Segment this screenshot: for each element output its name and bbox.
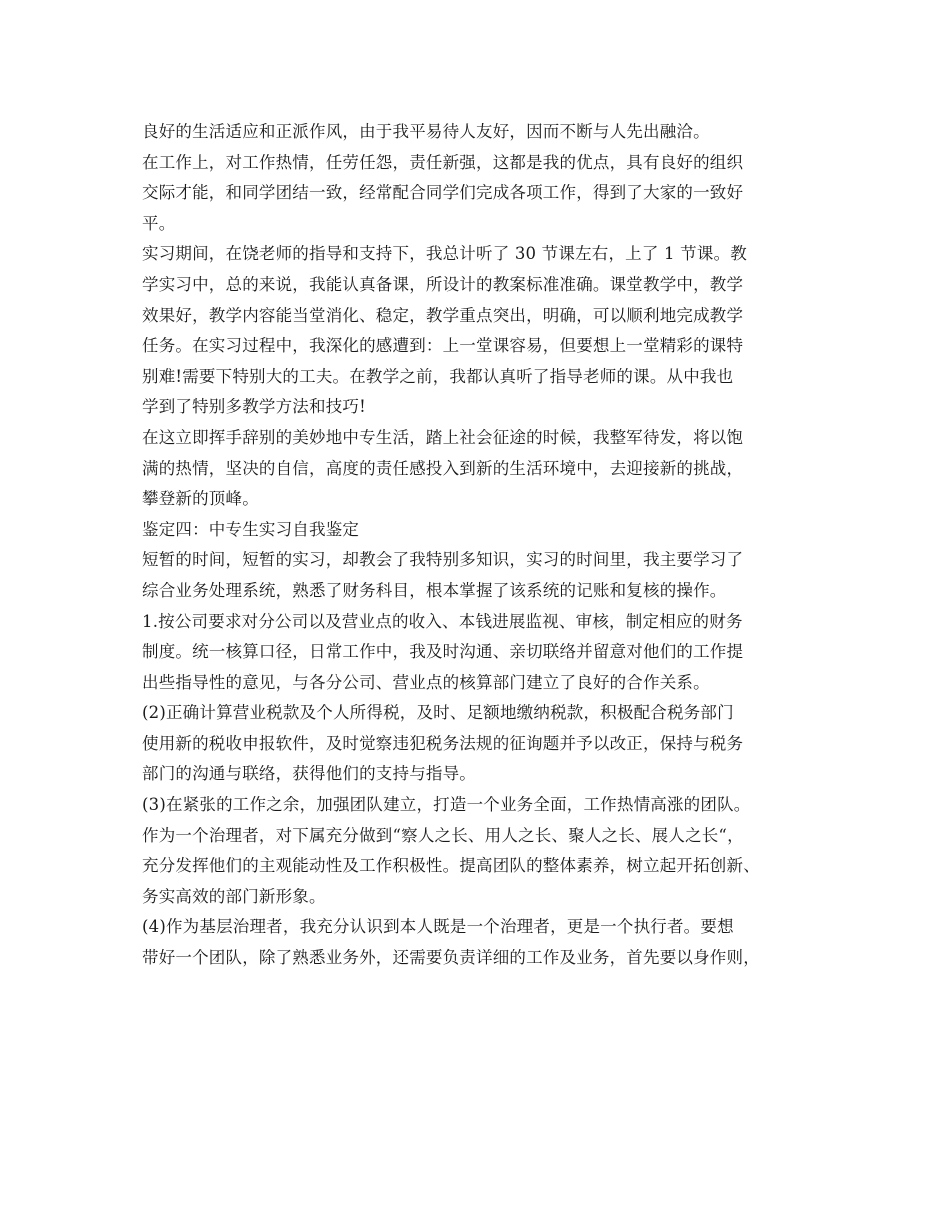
text-line: (4)作为基层治理者，我充分认识到本人既是一个治理者，更是一个执行者。要想 [142,917,734,937]
text-line: 使用新的税收申报软件，及时觉察违犯税务法规的征询题并予以改正，保持与税务 [142,733,744,753]
text-line: 1.按公司要求对分公司以及营业点的收入、本钱进展监视、审核，制定相应的财务 [142,611,743,631]
text-line: (2)正确计算营业税款及个人所得税，及时、足额地缴纳税款，积极配合税务部门 [142,703,734,723]
text-line: 攀登新的顶峰。 [142,489,259,509]
text-line: 任务。在实习过程中，我深化的感遭到：上一堂课容易，但要想上一堂精彩的课特 [142,336,744,356]
text-line: 别难!需要下特别大的工夫。在教学之前，我都认真听了指导老师的课。从中我也 [142,366,734,386]
text-line: 务实高效的部门新形象。 [142,886,326,906]
text-line: 效果好，教学内容能当堂消化、稳定，教学重点突出，明确，可以顺利地完成教学 [142,305,744,325]
text-line: 充分发挥他们的主观能动性及工作积极性。提高团队的整体素养，树立起开拓创新、 [142,856,760,876]
text-line: 在工作上，对工作热情，任劳任怨，责任新强，这都是我的优点，具有良好的组织 [142,152,744,172]
text-line: 部门的沟通与联络，获得他们的支持与指导。 [142,764,476,784]
text-line: 带好一个团队，除了熟悉业务外，还需要负责详细的工作及业务，首先要以身作则， [142,948,760,968]
text-line: 综合业务处理系统，熟悉了财务科目，根本掌握了该系统的记账和复核的操作。 [142,580,727,600]
text-line: 制度。统一核算口径，日常工作中，我及时沟通、亲切联络并留意对他们的工作提 [142,642,744,662]
text-line: 出些指导性的意见，与各分公司、营业点的核算部门建立了良好的合作关系。 [142,672,710,692]
text-line: 学到了特别多教学方法和技巧! [142,397,366,417]
text-line: 平。 [142,213,176,233]
text-line: (3)在紧张的工作之余，加强团队建立，打造一个业务全面，工作热情高涨的团队。 [142,795,751,815]
text-line: 实习期间，在饶老师的指导和支持下，我总计听了 30 节课左右，上了 1 节课。教 [142,244,747,264]
section-heading: 鉴定四：中专生实习自我鉴定 [142,519,360,539]
text-line: 交际才能，和同学团结一致，经常配合同学们完成各项工作，得到了大家的一致好 [142,183,744,203]
text-line: 短暂的时间，短暂的实习，却教会了我特别多知识，实习的时间里，我主要学习了 [142,550,744,570]
text-line: 满的热情，坚决的自信，高度的责任感投入到新的生活环境中，去迎接新的挑战， [142,458,744,478]
text-line: 良好的生活适应和正派作风，由于我平易待人友好，因而不断与人先出融洽。 [142,122,710,141]
text-line: 在这立即挥手辞别的美妙地中专生活，踏上社会征途的时候，我整军待发，将以饱 [142,427,744,447]
text-line: 作为一个治理者，对下属充分做到“察人之长、用人之长、聚人之长、展人之长“， [142,825,744,845]
document-body [142,117,822,974]
text-line: 学实习中，总的来说，我能认真备课，所设计的教案标准准确。课堂教学中，教学 [142,274,744,294]
